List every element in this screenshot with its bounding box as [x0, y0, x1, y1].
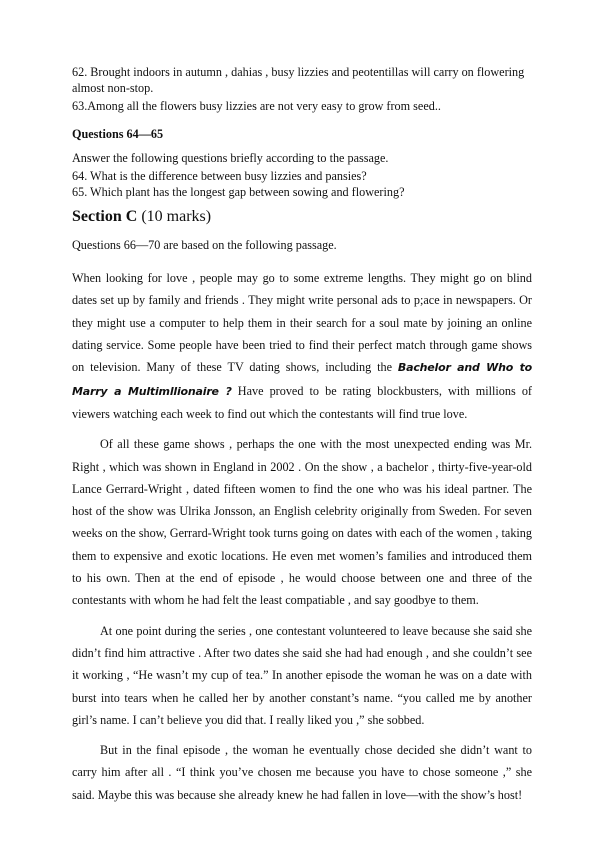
question-64: 64. What is the difference between busy lizzies and pansies? [72, 169, 367, 184]
show-titles: Bachelor and Who to Marry a Multimllionaire ? [72, 361, 532, 398]
questions-heading: Questions 64—65 [72, 127, 164, 142]
section-title-marks: (10 marks) [137, 208, 212, 226]
passage-paragraph-3: At one point during the series , one contestant volunteered to leave because she said she didn’t find him attractive . After two dates she said she had had enough , and she couldn’t see it working , “He wasn’t my cup of tea.” In another episode the woman he was on a date with burst into tears when he called her by another constant’s name. “you called me by another girl’s name. I can’t believe you did that. I really liked you ,” she sobbed. [72, 623, 532, 727]
instruction-text: Answer the following questions briefly according to the passage. [72, 151, 389, 166]
statement-62: 62. Brought indoors in autumn , dahias , busy lizzies and peotentillas will carry on flowering almost non-stop. [72, 65, 525, 95]
question-65: 65. Which plant has the longest gap between sowing and flowering? [72, 185, 405, 200]
section-intro: Questions 66—70 are based on the following passage. [72, 238, 337, 253]
passage-paragraph-2: Of all these game shows , perhaps the one with the most unexpected ending was Mr. Right , which was shown in England in 2002 . On the show , a bachelor , thirty-five-year-old Lance Gerrard-Wright , dated fifteen women to find the one who was his ideal partner. The host of the show was Ulrika Jonsson, an English celebrity originally from Sweden. For seven weeks on the show, Gerrard-Wright took turns going on dates with each of the women , taking them to expensive and exotic locations. He even met women’s families and introduced them to his own. Then at the end of episode , he would choose between one and three of the contestants with whom he had felt the least compatiable , and say goodbye to them. [72, 437, 532, 608]
passage-paragraph-4: But in the final episode , the woman he eventually chose decided she didn’t want to carry him after all . “I think you’ve chosen me because you have to chose someone ,” she said. Maybe this was because she already knew he had fallen in love—with the show’s host! [72, 743, 532, 802]
paragraph-1-text-b: Have proved to be rating blockbusters, with millions of viewers watching each week to find out which the contestants will find true love. [72, 383, 532, 421]
passage-paragraph-1 [72, 267, 532, 425]
statement-63: 63.Among all the flowers busy lizzies are not very easy to grow from seed.. [72, 99, 441, 113]
section-title [72, 208, 532, 226]
section-title-bold: Section C [72, 208, 138, 226]
paragraph-1-text-a: When looking for love , people may go to some extreme lengths. They might go on blind dates set up by family and friends . They might write personal ads to p;ace in newspapers. Or they might use a computer to help them in their search for a soul mate by joining an online dating service. Some people have been tried to find their perfect match through game shows on television. Many of these TV dating shows, including the [72, 271, 532, 375]
document-page [72, 64, 532, 814]
